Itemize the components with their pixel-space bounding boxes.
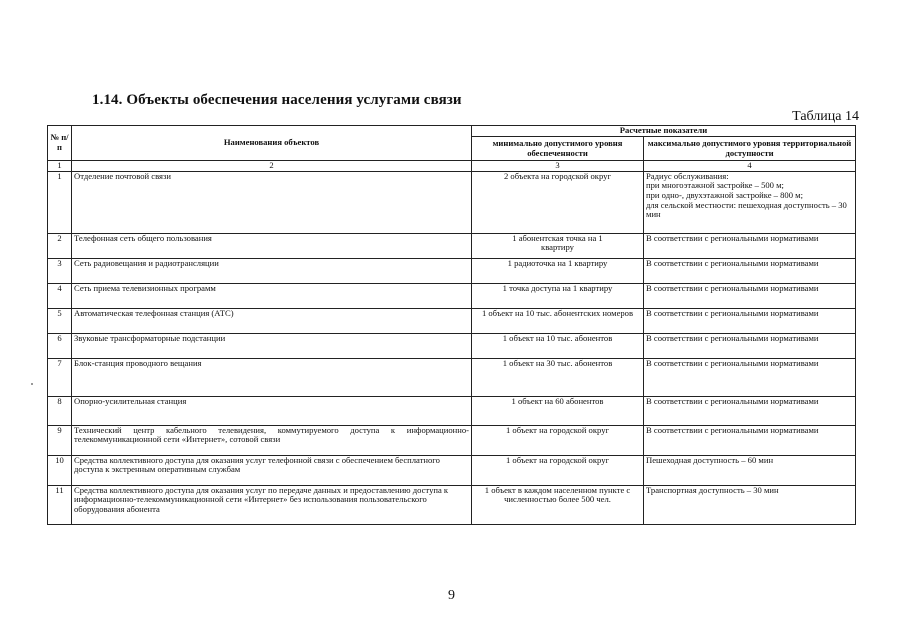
min-level-value: 1 объект на 10 тыс. абонентов [472, 333, 644, 358]
index-cell: 4 [644, 161, 856, 172]
max-level-value: В соответствии с региональными нормативами [644, 258, 856, 283]
max-level-value: В соответствии с региональными нормативами [644, 425, 856, 455]
column-index-row [48, 161, 856, 172]
min-level-value: 1 абонентская точка на 1 квартиру [472, 233, 644, 258]
max-level-line: для сельской местности: пешеходная доступность – 30 мин [646, 199, 847, 220]
min-level-value: 1 объект в каждом населенном пункте с численностью более 500 чел. [472, 485, 644, 524]
table-row [48, 171, 856, 233]
object-name: Опорно-усилительная станция [72, 396, 472, 425]
table-row [48, 425, 856, 455]
row-number: 1 [48, 171, 72, 233]
index-cell: 2 [72, 161, 472, 172]
object-name: Телефонная сеть общего пользования [72, 233, 472, 258]
object-name: Средства коллективного доступа для оказания услуг по передаче данных и предоставлению доступа к информационно-телекоммуникационной сети «Интернет» без использования пользовательского оборудования абонента [72, 485, 472, 524]
min-level-value: 1 объект на 60 абонентов [472, 396, 644, 425]
min-level-value: 1 точка доступа на 1 квартиру [472, 283, 644, 308]
header-min-level: минимально допустимого уровня обеспеченности [472, 137, 644, 161]
max-level-line: Радиус обслуживания: [646, 170, 729, 181]
table-row [48, 485, 856, 524]
page-number: 9 [448, 588, 455, 603]
scan-speck [31, 383, 33, 385]
min-level-value: 1 объект на 30 тыс. абонентов [472, 358, 644, 396]
header-max-level: максимально допустимого уровня территориальной доступности [644, 137, 856, 161]
row-number: 3 [48, 258, 72, 283]
row-number: 5 [48, 308, 72, 333]
row-number: 2 [48, 233, 72, 258]
max-level-value [644, 171, 856, 233]
max-level-value: В соответствии с региональными нормативами [644, 233, 856, 258]
min-level-value: 1 объект на городской округ [472, 455, 644, 485]
object-name: Сеть приема телевизионных программ [72, 283, 472, 308]
max-level-line: при одно-, двухэтажной застройке – 800 м; [646, 189, 803, 200]
row-number: 10 [48, 455, 72, 485]
index-cell: 3 [472, 161, 644, 172]
min-level-value: 1 объект на 10 тыс. абонентских номеров [472, 308, 644, 333]
header-name: Наименования объектов [72, 126, 472, 161]
object-name: Блок-станция проводного вещания [72, 358, 472, 396]
max-level-line: при многоэтажной застройке – 500 м; [646, 180, 784, 191]
table-row [48, 283, 856, 308]
row-number: 4 [48, 283, 72, 308]
table-row [48, 358, 856, 396]
table-row [48, 308, 856, 333]
object-name: Сеть радиовещания и радиотрансляции [72, 258, 472, 283]
table-row [48, 233, 856, 258]
max-level-value: В соответствии с региональными нормативами [644, 358, 856, 396]
header-indicators-group: Расчетные показатели [472, 126, 856, 137]
table-row [48, 455, 856, 485]
index-cell: 1 [48, 161, 72, 172]
max-level-value: В соответствии с региональными нормативами [644, 283, 856, 308]
max-level-value: Транспортная доступность – 30 мин [644, 485, 856, 524]
max-level-value: В соответствии с региональными нормативами [644, 308, 856, 333]
object-name: Звуковые трансформаторные подстанции [72, 333, 472, 358]
row-number: 11 [48, 485, 72, 524]
object-name: Отделение почтовой связи [72, 171, 472, 233]
section-heading: 1.14. Объекты обеспечения населения услугами связи [92, 92, 462, 108]
max-level-value: В соответствии с региональными нормативами [644, 396, 856, 425]
max-level-value: Пешеходная доступность – 60 мин [644, 455, 856, 485]
header-number: № п/п [48, 126, 72, 161]
min-level-value: 1 объект на городской округ [472, 425, 644, 455]
object-name: Средства коллективного доступа для оказания услуг телефонной связи с обеспечением бесплатного доступа к экстренным оперативным службам [72, 455, 472, 485]
row-number: 8 [48, 396, 72, 425]
max-level-value: В соответствии с региональными нормативами [644, 333, 856, 358]
object-name: Технический центр кабельного телевидения, коммутируемого доступа к информационно-телекоммуникационной сети «Интернет», сотовой связи [72, 425, 472, 455]
communication-objects-table [47, 125, 856, 525]
object-name: Автоматическая телефонная станция (АТС) [72, 308, 472, 333]
row-number: 7 [48, 358, 72, 396]
min-level-value: 1 радиоточка на 1 квартиру [472, 258, 644, 283]
table-row [48, 333, 856, 358]
min-level-value: 2 объекта на городской округ [472, 171, 644, 233]
row-number: 6 [48, 333, 72, 358]
table-row [48, 396, 856, 425]
table-row [48, 258, 856, 283]
row-number: 9 [48, 425, 72, 455]
table-caption: Таблица 14 [792, 109, 859, 124]
